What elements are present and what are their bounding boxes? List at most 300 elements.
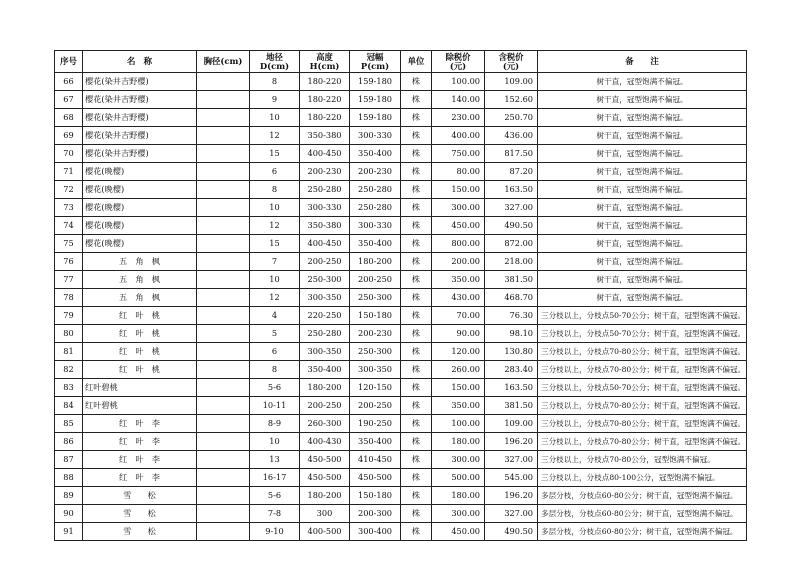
with-tax-price-cell: 163.50 — [485, 181, 538, 199]
height-cell: 200-250 — [300, 253, 350, 271]
height-cell: 300-330 — [300, 199, 350, 217]
crown-width-cell: 159-180 — [350, 73, 401, 91]
remark-cell: 树干直，冠型饱满不偏冠。 — [538, 145, 747, 163]
plant-name-cell: 红 叶 桃 — [83, 307, 197, 325]
table-row — [55, 415, 747, 433]
chest-diameter-cell — [197, 109, 250, 127]
plant-name-cell: 红 叶 桃 — [83, 343, 197, 361]
header-row — [55, 51, 747, 73]
plant-name-cell: 红 叶 李 — [83, 415, 197, 433]
ground-diameter-cell: 5 — [250, 325, 300, 343]
row-number-cell: 90 — [55, 505, 83, 523]
remark-cell: 树干直，冠型饱满不偏冠。 — [538, 91, 747, 109]
with-tax-price-cell: 250.70 — [485, 109, 538, 127]
header-remark: 备 注 — [538, 51, 747, 73]
table-body — [55, 73, 747, 541]
height-cell: 350-380 — [300, 127, 350, 145]
header-chest-diameter: 胸径(cm) — [197, 51, 250, 73]
plant-name-cell: 五 角 枫 — [83, 253, 197, 271]
table-row — [55, 433, 747, 451]
ground-diameter-cell: 8 — [250, 181, 300, 199]
pre-tax-price-cell: 150.00 — [432, 379, 485, 397]
crown-width-cell: 250-280 — [350, 181, 401, 199]
with-tax-price-cell: 283.40 — [485, 361, 538, 379]
table-row — [55, 109, 747, 127]
height-cell: 450-500 — [300, 469, 350, 487]
row-number-cell: 70 — [55, 145, 83, 163]
pre-tax-price-cell: 90.00 — [432, 325, 485, 343]
ground-diameter-cell: 10 — [250, 271, 300, 289]
height-cell: 400-450 — [300, 145, 350, 163]
crown-width-cell: 190-250 — [350, 415, 401, 433]
ground-diameter-cell: 10-11 — [250, 397, 300, 415]
remark-cell: 树干直，冠型饱满不偏冠。 — [538, 199, 747, 217]
ground-diameter-cell: 10 — [250, 109, 300, 127]
crown-width-cell: 180-200 — [350, 253, 401, 271]
unit-cell: 株 — [401, 181, 432, 199]
plant-name-cell: 红 叶 李 — [83, 433, 197, 451]
remark-cell: 树干直，冠型饱满不偏冠。 — [538, 163, 747, 181]
pre-tax-price-cell: 70.00 — [432, 307, 485, 325]
with-tax-price-cell: 327.00 — [485, 199, 538, 217]
remark-cell: 三分枝以上，分枝点70-80公分；树干直，冠型饱满不偏冠。 — [538, 397, 747, 415]
table-row — [55, 343, 747, 361]
unit-cell: 株 — [401, 361, 432, 379]
header-name: 名 称 — [83, 51, 197, 73]
with-tax-price-cell: 381.50 — [485, 271, 538, 289]
pre-tax-price-cell: 140.00 — [432, 91, 485, 109]
chest-diameter-cell — [197, 379, 250, 397]
row-number-cell: 91 — [55, 523, 83, 541]
pre-tax-price-cell: 350.00 — [432, 397, 485, 415]
remark-cell: 三分枝以上，分枝点80-100公分，冠型饱满不偏冠。 — [538, 469, 747, 487]
remark-cell: 多层分枝，分枝点60-80公分；树干直，冠型饱满不偏冠。 — [538, 487, 747, 505]
plant-name-cell: 樱花(晚樱) — [83, 181, 197, 199]
height-cell: 450-500 — [300, 451, 350, 469]
plant-name-cell: 樱花(晚樱) — [83, 217, 197, 235]
height-cell: 260-300 — [300, 415, 350, 433]
height-cell: 180-220 — [300, 109, 350, 127]
plant-name-cell: 雪 松 — [83, 487, 197, 505]
crown-width-cell: 350-400 — [350, 235, 401, 253]
pre-tax-price-cell: 260.00 — [432, 361, 485, 379]
table-row — [55, 73, 747, 91]
chest-diameter-cell — [197, 289, 250, 307]
row-number-cell: 72 — [55, 181, 83, 199]
ground-diameter-cell: 8 — [250, 73, 300, 91]
with-tax-price-cell: 152.60 — [485, 91, 538, 109]
plant-name-cell: 红 叶 桃 — [83, 361, 197, 379]
crown-width-cell: 350-400 — [350, 433, 401, 451]
table-row — [55, 307, 747, 325]
header-crown: 冠幅 P(cm) — [350, 51, 401, 73]
row-number-cell: 81 — [55, 343, 83, 361]
ground-diameter-cell: 13 — [250, 451, 300, 469]
unit-cell: 株 — [401, 451, 432, 469]
unit-cell: 株 — [401, 343, 432, 361]
chest-diameter-cell — [197, 397, 250, 415]
ground-diameter-cell: 5-6 — [250, 487, 300, 505]
table-row — [55, 127, 747, 145]
header-unit: 单位 — [401, 51, 432, 73]
unit-cell: 株 — [401, 199, 432, 217]
plant-name-cell: 樱花(晚樱) — [83, 199, 197, 217]
plant-name-cell: 樱花(晚樱) — [83, 163, 197, 181]
unit-cell: 株 — [401, 163, 432, 181]
chest-diameter-cell — [197, 343, 250, 361]
pre-tax-price-cell: 400.00 — [432, 127, 485, 145]
chest-diameter-cell — [197, 127, 250, 145]
price-sheet — [54, 50, 747, 541]
chest-diameter-cell — [197, 181, 250, 199]
crown-width-cell: 200-250 — [350, 271, 401, 289]
unit-cell: 株 — [401, 145, 432, 163]
row-number-cell: 82 — [55, 361, 83, 379]
height-cell: 180-220 — [300, 73, 350, 91]
crown-width-cell: 159-180 — [350, 91, 401, 109]
header-no: 序号 — [55, 51, 83, 73]
height-cell: 250-280 — [300, 181, 350, 199]
ground-diameter-cell: 10 — [250, 433, 300, 451]
unit-cell: 株 — [401, 469, 432, 487]
chest-diameter-cell — [197, 73, 250, 91]
chest-diameter-cell — [197, 505, 250, 523]
crown-width-cell: 200-300 — [350, 505, 401, 523]
plant-name-cell: 樱花(染井吉野樱) — [83, 145, 197, 163]
row-number-cell: 71 — [55, 163, 83, 181]
table-row — [55, 181, 747, 199]
remark-cell: 树干直，冠型饱满不偏冠。 — [538, 181, 747, 199]
pre-tax-price-cell: 430.00 — [432, 289, 485, 307]
row-number-cell: 88 — [55, 469, 83, 487]
pre-tax-price-cell: 300.00 — [432, 199, 485, 217]
unit-cell: 株 — [401, 127, 432, 145]
with-tax-price-cell: 98.10 — [485, 325, 538, 343]
chest-diameter-cell — [197, 217, 250, 235]
with-tax-price-cell: 490.50 — [485, 523, 538, 541]
plant-name-cell: 樱花(染井吉野樱) — [83, 109, 197, 127]
unit-cell: 株 — [401, 397, 432, 415]
height-cell: 350-400 — [300, 361, 350, 379]
table-row — [55, 523, 747, 541]
height-cell: 350-380 — [300, 217, 350, 235]
chest-diameter-cell — [197, 451, 250, 469]
with-tax-price-cell: 436.00 — [485, 127, 538, 145]
pre-tax-price-cell: 800.00 — [432, 235, 485, 253]
table-row — [55, 145, 747, 163]
remark-cell: 树干直，冠型饱满不偏冠。 — [538, 217, 747, 235]
crown-width-cell: 410-450 — [350, 451, 401, 469]
table-row — [55, 253, 747, 271]
height-cell: 250-280 — [300, 325, 350, 343]
unit-cell: 株 — [401, 217, 432, 235]
unit-cell: 株 — [401, 307, 432, 325]
chest-diameter-cell — [197, 235, 250, 253]
row-number-cell: 66 — [55, 73, 83, 91]
pre-tax-price-cell: 350.00 — [432, 271, 485, 289]
table-row — [55, 163, 747, 181]
unit-cell: 株 — [401, 415, 432, 433]
height-cell: 180-220 — [300, 91, 350, 109]
with-tax-price-cell: 218.00 — [485, 253, 538, 271]
pre-tax-price-cell: 300.00 — [432, 451, 485, 469]
ground-diameter-cell: 10 — [250, 199, 300, 217]
remark-cell: 三分枝以上，分枝点50-70公分；树干直，冠型饱满不偏冠。 — [538, 307, 747, 325]
with-tax-price-cell: 381.50 — [485, 397, 538, 415]
unit-cell: 株 — [401, 433, 432, 451]
table-row — [55, 487, 747, 505]
pre-tax-price-cell: 500.00 — [432, 469, 485, 487]
chest-diameter-cell — [197, 469, 250, 487]
ground-diameter-cell: 15 — [250, 145, 300, 163]
ground-diameter-cell: 16-17 — [250, 469, 300, 487]
with-tax-price-cell: 130.80 — [485, 343, 538, 361]
row-number-cell: 83 — [55, 379, 83, 397]
chest-diameter-cell — [197, 523, 250, 541]
row-number-cell: 77 — [55, 271, 83, 289]
remark-cell: 三分枝以上，分枝点70-80公分；树干直，冠型饱满不偏冠。 — [538, 343, 747, 361]
row-number-cell: 68 — [55, 109, 83, 127]
ground-diameter-cell: 12 — [250, 217, 300, 235]
pre-tax-price-cell: 450.00 — [432, 217, 485, 235]
remark-cell: 三分枝以上，分枝点70-80公分；树干直，冠型饱满不偏冠。 — [538, 415, 747, 433]
height-cell: 200-250 — [300, 397, 350, 415]
remark-cell: 三分枝以上，分枝点50-70公分；树干直，冠型饱满不偏冠。 — [538, 325, 747, 343]
plant-name-cell: 红 叶 李 — [83, 451, 197, 469]
chest-diameter-cell — [197, 361, 250, 379]
with-tax-price-cell: 109.00 — [485, 73, 538, 91]
remark-cell: 多层分枝，分枝点60-80公分；树干直，冠型饱满不偏冠。 — [538, 523, 747, 541]
with-tax-price-cell: 872.00 — [485, 235, 538, 253]
plant-name-cell: 樱花(染井吉野樱) — [83, 91, 197, 109]
pre-tax-price-cell: 100.00 — [432, 415, 485, 433]
chest-diameter-cell — [197, 145, 250, 163]
plant-name-cell: 五 角 枫 — [83, 271, 197, 289]
height-cell: 400-500 — [300, 523, 350, 541]
with-tax-price-cell: 817.50 — [485, 145, 538, 163]
with-tax-price-cell: 76.30 — [485, 307, 538, 325]
seedling-price-table — [54, 50, 747, 541]
table-row — [55, 505, 747, 523]
header-ground-diameter: 地径 D(cm) — [250, 51, 300, 73]
crown-width-cell: 300-330 — [350, 217, 401, 235]
pre-tax-price-cell: 450.00 — [432, 523, 485, 541]
table-row — [55, 289, 747, 307]
remark-cell: 树干直，冠型饱满不偏冠。 — [538, 73, 747, 91]
pre-tax-price-cell: 150.00 — [432, 181, 485, 199]
plant-name-cell: 雪 松 — [83, 523, 197, 541]
ground-diameter-cell: 5-6 — [250, 379, 300, 397]
crown-width-cell: 450-500 — [350, 469, 401, 487]
unit-cell: 株 — [401, 271, 432, 289]
unit-cell: 株 — [401, 505, 432, 523]
with-tax-price-cell: 327.00 — [485, 451, 538, 469]
ground-diameter-cell: 12 — [250, 127, 300, 145]
ground-diameter-cell: 4 — [250, 307, 300, 325]
row-number-cell: 87 — [55, 451, 83, 469]
row-number-cell: 75 — [55, 235, 83, 253]
row-number-cell: 86 — [55, 433, 83, 451]
height-cell: 200-230 — [300, 163, 350, 181]
header-with-tax-price: 含税价 (元) — [485, 51, 538, 73]
unit-cell: 株 — [401, 109, 432, 127]
row-number-cell: 73 — [55, 199, 83, 217]
with-tax-price-cell: 490.50 — [485, 217, 538, 235]
table-row — [55, 361, 747, 379]
ground-diameter-cell: 9 — [250, 91, 300, 109]
chest-diameter-cell — [197, 433, 250, 451]
plant-name-cell: 五 角 枫 — [83, 289, 197, 307]
with-tax-price-cell: 327.00 — [485, 505, 538, 523]
with-tax-price-cell: 545.00 — [485, 469, 538, 487]
row-number-cell: 84 — [55, 397, 83, 415]
remark-cell: 多层分枝，分枝点60-80公分；树干直，冠型饱满不偏冠。 — [538, 505, 747, 523]
crown-width-cell: 120-150 — [350, 379, 401, 397]
plant-name-cell: 樱花(染井吉野樱) — [83, 73, 197, 91]
height-cell: 180-200 — [300, 487, 350, 505]
pre-tax-price-cell: 300.00 — [432, 505, 485, 523]
ground-diameter-cell: 8-9 — [250, 415, 300, 433]
header-pre-tax-price: 除税价 (元) — [432, 51, 485, 73]
remark-cell: 树干直，冠型饱满不偏冠。 — [538, 289, 747, 307]
unit-cell: 株 — [401, 487, 432, 505]
ground-diameter-cell: 9-10 — [250, 523, 300, 541]
ground-diameter-cell: 7-8 — [250, 505, 300, 523]
remark-cell: 树干直，冠型饱满不偏冠。 — [538, 253, 747, 271]
ground-diameter-cell: 7 — [250, 253, 300, 271]
with-tax-price-cell: 109.00 — [485, 415, 538, 433]
table-row — [55, 271, 747, 289]
table-row — [55, 199, 747, 217]
plant-name-cell: 红 叶 李 — [83, 469, 197, 487]
unit-cell: 株 — [401, 253, 432, 271]
pre-tax-price-cell: 750.00 — [432, 145, 485, 163]
crown-width-cell: 300-400 — [350, 523, 401, 541]
plant-name-cell: 红叶碧桃 — [83, 397, 197, 415]
crown-width-cell: 150-180 — [350, 307, 401, 325]
plant-name-cell: 红叶碧桃 — [83, 379, 197, 397]
crown-width-cell: 350-400 — [350, 145, 401, 163]
remark-cell: 三分枝以上，分枝点70-80公分，冠型饱满不偏冠。 — [538, 451, 747, 469]
height-cell: 180-200 — [300, 379, 350, 397]
pre-tax-price-cell: 100.00 — [432, 73, 485, 91]
row-number-cell: 78 — [55, 289, 83, 307]
crown-width-cell: 159-180 — [350, 109, 401, 127]
row-number-cell: 74 — [55, 217, 83, 235]
unit-cell: 株 — [401, 235, 432, 253]
pre-tax-price-cell: 230.00 — [432, 109, 485, 127]
pre-tax-price-cell: 200.00 — [432, 253, 485, 271]
height-cell: 300-350 — [300, 289, 350, 307]
unit-cell: 株 — [401, 73, 432, 91]
ground-diameter-cell: 6 — [250, 343, 300, 361]
remark-cell: 树干直，冠型饱满不偏冠。 — [538, 109, 747, 127]
pre-tax-price-cell: 180.00 — [432, 487, 485, 505]
with-tax-price-cell: 196.20 — [485, 487, 538, 505]
row-number-cell: 76 — [55, 253, 83, 271]
remark-cell: 三分枝以上，分枝点50-70公分；树干直，冠型饱满不偏冠。 — [538, 379, 747, 397]
plant-name-cell: 樱花(晚樱) — [83, 235, 197, 253]
table-row — [55, 217, 747, 235]
crown-width-cell: 200-230 — [350, 163, 401, 181]
remark-cell: 三分枝以上，分枝点70-80公分；树干直，冠型饱满不偏冠。 — [538, 433, 747, 451]
header-height: 高度 H(cm) — [300, 51, 350, 73]
height-cell: 400-430 — [300, 433, 350, 451]
remark-cell: 树干直，冠型饱满不偏冠。 — [538, 127, 747, 145]
with-tax-price-cell: 196.20 — [485, 433, 538, 451]
chest-diameter-cell — [197, 199, 250, 217]
unit-cell: 株 — [401, 325, 432, 343]
row-number-cell: 89 — [55, 487, 83, 505]
remark-cell: 三分枝以上，分枝点70-80公分；树干直，冠型饱满不偏冠。 — [538, 361, 747, 379]
ground-diameter-cell: 8 — [250, 361, 300, 379]
remark-cell: 树干直，冠型饱满不偏冠。 — [538, 271, 747, 289]
crown-width-cell: 250-300 — [350, 343, 401, 361]
row-number-cell: 85 — [55, 415, 83, 433]
crown-width-cell: 200-230 — [350, 325, 401, 343]
with-tax-price-cell: 468.70 — [485, 289, 538, 307]
height-cell: 300-350 — [300, 343, 350, 361]
chest-diameter-cell — [197, 163, 250, 181]
chest-diameter-cell — [197, 325, 250, 343]
table-row — [55, 397, 747, 415]
unit-cell: 株 — [401, 91, 432, 109]
chest-diameter-cell — [197, 415, 250, 433]
remark-cell: 树干直，冠型饱满不偏冠。 — [538, 235, 747, 253]
unit-cell: 株 — [401, 379, 432, 397]
height-cell: 300 — [300, 505, 350, 523]
pre-tax-price-cell: 80.00 — [432, 163, 485, 181]
ground-diameter-cell: 12 — [250, 289, 300, 307]
plant-name-cell: 樱花(染井吉野樱) — [83, 127, 197, 145]
table-row — [55, 91, 747, 109]
table-row — [55, 451, 747, 469]
crown-width-cell: 200-250 — [350, 397, 401, 415]
pre-tax-price-cell: 120.00 — [432, 343, 485, 361]
row-number-cell: 69 — [55, 127, 83, 145]
plant-name-cell: 雪 松 — [83, 505, 197, 523]
chest-diameter-cell — [197, 91, 250, 109]
chest-diameter-cell — [197, 307, 250, 325]
pre-tax-price-cell: 180.00 — [432, 433, 485, 451]
chest-diameter-cell — [197, 487, 250, 505]
chest-diameter-cell — [197, 271, 250, 289]
height-cell: 250-300 — [300, 271, 350, 289]
row-number-cell: 67 — [55, 91, 83, 109]
crown-width-cell: 150-180 — [350, 487, 401, 505]
ground-diameter-cell: 15 — [250, 235, 300, 253]
ground-diameter-cell: 6 — [250, 163, 300, 181]
crown-width-cell: 250-280 — [350, 199, 401, 217]
table-row — [55, 469, 747, 487]
row-number-cell: 80 — [55, 325, 83, 343]
crown-width-cell: 250-300 — [350, 289, 401, 307]
table-row — [55, 379, 747, 397]
table-row — [55, 235, 747, 253]
plant-name-cell: 红 叶 桃 — [83, 325, 197, 343]
with-tax-price-cell: 87.20 — [485, 163, 538, 181]
height-cell: 220-250 — [300, 307, 350, 325]
unit-cell: 株 — [401, 523, 432, 541]
table-row — [55, 325, 747, 343]
height-cell: 400-450 — [300, 235, 350, 253]
with-tax-price-cell: 163.50 — [485, 379, 538, 397]
row-number-cell: 79 — [55, 307, 83, 325]
crown-width-cell: 300-350 — [350, 361, 401, 379]
unit-cell: 株 — [401, 289, 432, 307]
chest-diameter-cell — [197, 253, 250, 271]
crown-width-cell: 300-330 — [350, 127, 401, 145]
